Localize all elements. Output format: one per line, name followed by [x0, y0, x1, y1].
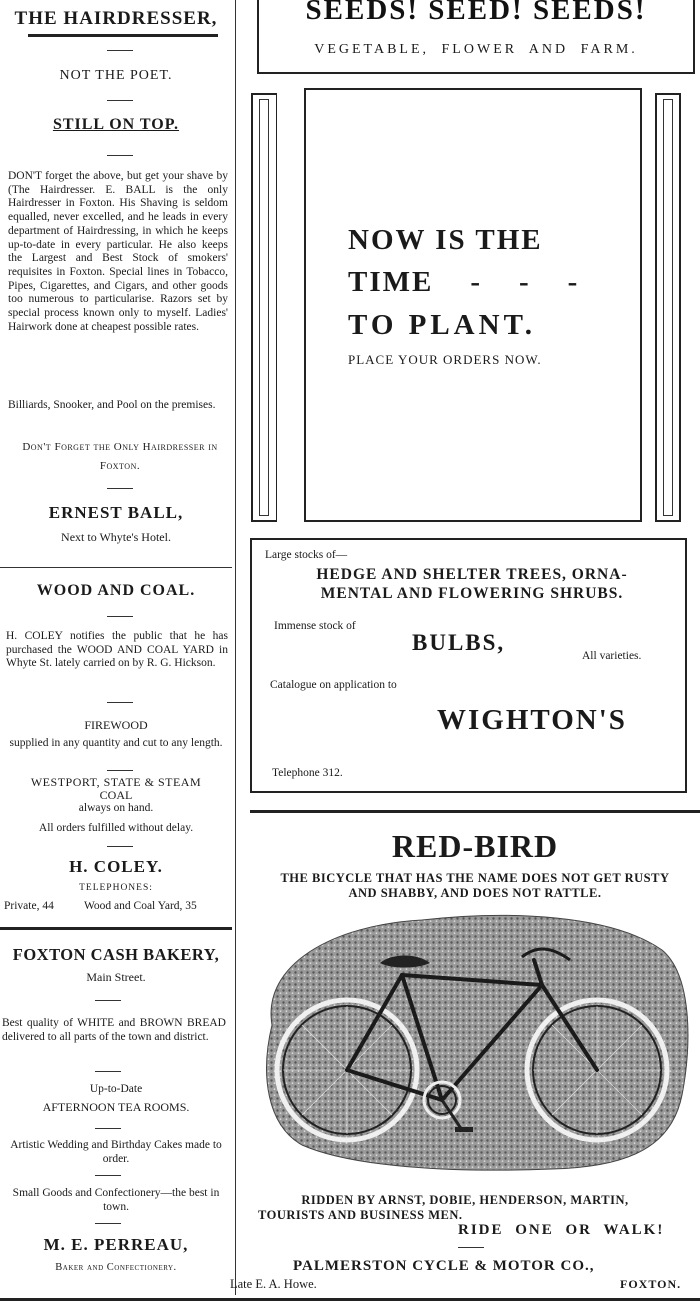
frame-right-inner [663, 99, 673, 516]
redbird-title: RED-BIRD [391, 828, 559, 864]
bakery-owner: M. E. PERREAU, [43, 1235, 189, 1254]
bulbs-varieties: All varieties. [582, 650, 642, 662]
hairdresser-reminder: Don't Forget the Only Hairdresser in Foxton. [22, 441, 218, 472]
divider [107, 488, 133, 489]
tel-yard: Wood and Coal Yard, 35 [84, 900, 197, 912]
coley-name: H. COLEY. [69, 857, 163, 876]
hairdresser-subtitle: NOT THE POET. [59, 68, 173, 83]
bakery-cakes: Artistic Wedding and Birthday Cakes made to order. [10, 1139, 222, 1165]
divider [95, 1000, 121, 1001]
bakery-trade: Baker and Confectionery. [55, 1262, 177, 1273]
divider [95, 1071, 121, 1072]
coal-label: COAL [99, 788, 133, 802]
wood-coal-title: WOOD AND COAL. [36, 582, 196, 599]
late-owner: Late E. A. Howe. [230, 1277, 317, 1291]
section-divider [250, 810, 700, 813]
plant-line3: TO PLANT. [348, 309, 537, 341]
redbird-tag-line1: THE BICYCLE THAT HAS THE NAME DOES NOT GET RUSTY [280, 871, 670, 885]
coal-types: WESTPORT, STATE & STEAM [30, 775, 202, 789]
wighton-intro: Large stocks of— [265, 549, 348, 561]
section-divider [0, 927, 232, 930]
firewood-heading: FIREWOOD [84, 718, 148, 732]
bakery-smallgoods: Small Goods and Confectionery—the best in town. [12, 1187, 220, 1213]
hairdresser-tagline: STILL ON TOP. [52, 116, 180, 133]
bulbs: BULBS, [412, 630, 506, 655]
divider [107, 155, 133, 156]
seeds-subtitle: VEGETABLE, FLOWER AND FARM. [314, 42, 638, 57]
hairdresser-amenities: Billiards, Snooker, and Pool on the premises. [8, 399, 216, 411]
hairdresser-name: ERNEST BALL, [48, 503, 184, 522]
bakery-body: Best quality of WHITE and BROWN BREAD delivered to all parts of the town and district. [2, 1017, 226, 1043]
divider [95, 1128, 121, 1129]
orders-note: All orders fulfilled without delay. [38, 822, 194, 834]
divider [107, 702, 133, 703]
bakery-title: FOXTON CASH BAKERY, [12, 945, 220, 964]
tea-rooms-line1: Up-to-Date [89, 1083, 143, 1095]
divider [95, 1223, 121, 1224]
redbird-slogan: RIDE ONE OR WALK! [458, 1222, 665, 1238]
divider [95, 1175, 121, 1176]
divider [107, 616, 133, 617]
trees-line1: HEDGE AND SHELTER TREES, ORNA- [316, 566, 628, 583]
hairdresser-title: THE HAIRDRESSER, [14, 8, 218, 29]
cycle-town: FOXTON. [620, 1277, 682, 1291]
page-bottom-rule [0, 1298, 700, 1301]
divider [28, 34, 218, 37]
frame-left-inner [259, 99, 269, 516]
seeds-title: SEEDS! SEED! SEEDS! [305, 0, 647, 26]
section-divider [0, 567, 232, 568]
divider [107, 50, 133, 51]
plant-line1: NOW IS THE [348, 224, 543, 256]
divider [458, 1247, 484, 1248]
telephones-label: TELEPHONES: [79, 883, 153, 893]
coal-availability: always on hand. [78, 802, 154, 814]
hairdresser-body: DON'T forget the above, but get your shave by (The Hairdresser. E. BALL is the only Hairdresser in Foxton. His Shaving is seldom equalled, never excelled, and he leads in every department of Hairdressing, in which he keeps up-to-date in every particular. He also keeps the Largest and Best Stock of smokers' requisites in Foxton. Special lines in Tobacco, Pipes, Cigarettes, and Cigars, and other goods too numerous to particularise. Razors set by special process known only to myself. Ladies' Hairwork done at cheapest possible rates. [8, 170, 228, 333]
divider [107, 100, 133, 101]
catalogue-note: Catalogue on application to [270, 679, 397, 691]
bakery-street: Main Street. [86, 970, 146, 984]
hairdresser-address: Next to Whyte's Hotel. [61, 530, 171, 544]
divider [107, 770, 133, 771]
tel-private: Private, 44 [4, 900, 54, 912]
wighton-name: WIGHTON'S [437, 704, 627, 736]
wighton-telephone: Telephone 312. [272, 767, 343, 779]
divider [107, 846, 133, 847]
cycle-company: PALMERSTON CYCLE & MOTOR CO., [293, 1258, 595, 1274]
plant-line2: TIME - - - [348, 266, 580, 298]
riders-line2: TOURISTS AND BUSINESS MEN. [258, 1208, 463, 1222]
trees-line2: MENTAL AND FLOWERING SHRUBS. [320, 585, 624, 602]
redbird-tag-line2: AND SHABBY, AND DOES NOT RATTLE. [348, 886, 602, 900]
bulbs-intro: Immense stock of [274, 620, 356, 632]
wood-coal-body: H. COLEY notifies the public that he has purchased the WOOD AND COAL YARD in Whyte St. lately carried on by R. G. Hickson. [6, 630, 228, 669]
firewood-body: supplied in any quantity and cut to any length. [9, 737, 223, 749]
place-orders: PLACE YOUR ORDERS NOW. [348, 352, 542, 367]
seeds-main-box [304, 88, 642, 522]
bicycle-illustration [252, 905, 692, 1175]
riders-line1: RIDDEN BY ARNST, DOBIE, HENDERSON, MARTIN, [301, 1193, 629, 1207]
tea-rooms-line2: AFTERNOON TEA ROOMS. [42, 1100, 190, 1114]
